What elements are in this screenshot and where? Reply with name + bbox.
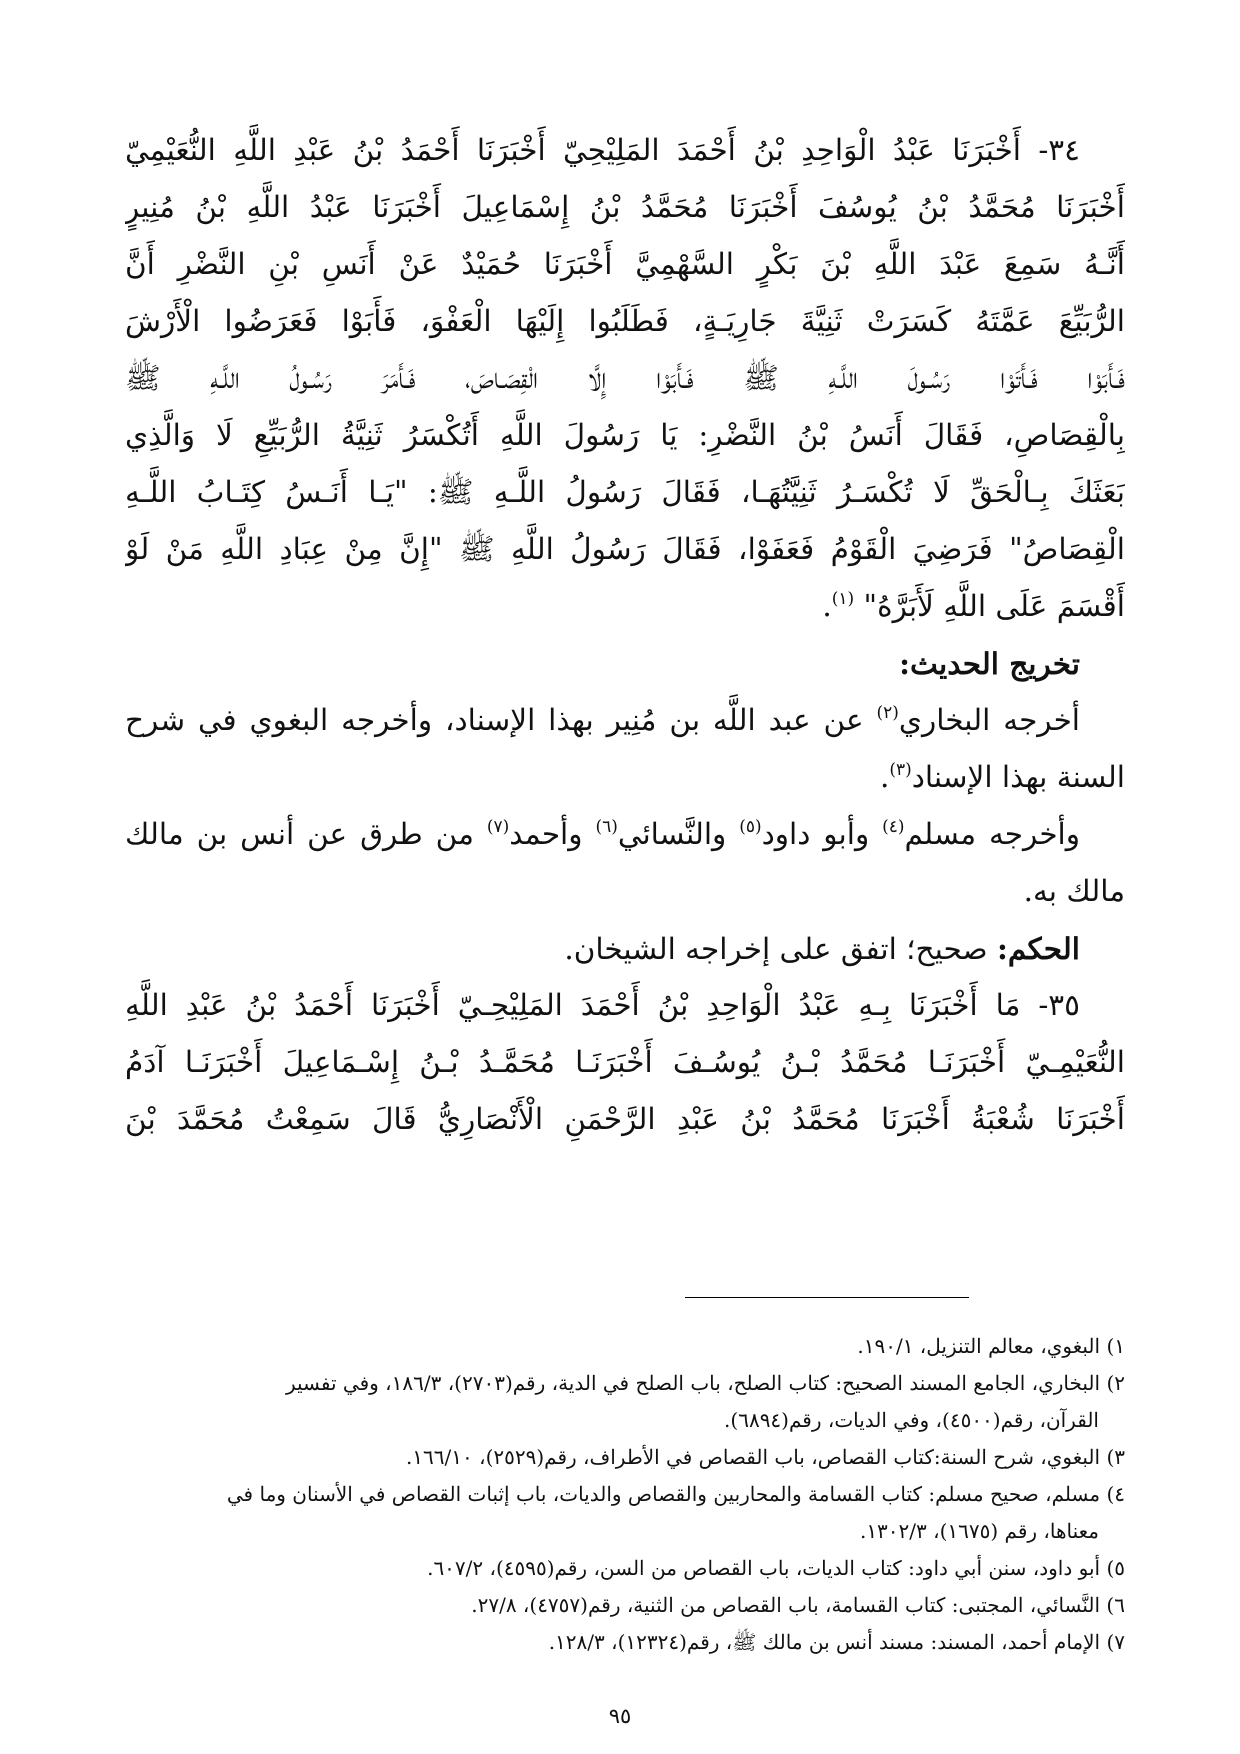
hadith-35-line-3: أَخْبَرَنَا شُعْبَةُ أَخْبَرَنَا مُحَمَّدُ بْنُ عَبْدِ الرَّحْمَنِ الْأَنْصَارِيُّ قَالَ سَمِعْتُ مُحَمَّدَ بْنَ [125, 1102, 1125, 1136]
takhrij-p1-b: عن عبد اللَّه بن مُنِير بهذا الإسناد، وأخرجه البغوي في شرح [125, 703, 877, 737]
takhrij-heading: تخريج الحديث: [899, 646, 1080, 681]
takhrij-para-2-line-2: مالك به. [1023, 874, 1125, 908]
footnote-2-continued: القرآن، رقم(٤٥٠٠)، وفي الديات، رقم(٦٨٩٤). [724, 1408, 1099, 1432]
takhrij-para-1-line-1 [125, 692, 1125, 749]
ruling-line [125, 920, 1125, 977]
footnote-ref-5: (٥) [739, 817, 762, 837]
hadith-34-line-3: أَنَّـهُ سَمِعَ عَبْدَ اللَّهِ بْنَ بَكْرٍ السَّهْمِيَّ أَخْبَرَنَا حُمَيْدٌ عَنْ أَنَسِ بْنِ النَّضْرِ أَنَّ [125, 247, 1125, 281]
footnote-7: ٧) الإمام أحمد، المسند: مسند أنس بن مالك ﷺ، رقم(١٢٣٢٤)، ١٢٨/٣. [548, 1630, 1125, 1654]
takhrij-para-2-line-1 [125, 806, 1125, 863]
takhrij-para-1-line-2 [125, 749, 1125, 806]
footnote-4: ٤) مسلم، صحيح مسلم: كتاب القسامة والمحاربين والقصاص والديات، باب إثبات القصاص في الأسنان وما في [226, 1482, 1125, 1506]
hadith-34-line-4: الرُّبَيِّعَ عَمَّتَهُ كَسَرَتْ ثَنِيَّةَ جَارِيَـةٍ، فَطَلَبُوا إِلَيْهَا الْعَفْوَ، فَأَبَوْا فَعَرَضُوا الْأَرْشَ [125, 304, 1125, 338]
footnote-separator [685, 1297, 969, 1298]
takhrij-p2-e: من طرق عن أنس بن مالك [125, 817, 487, 851]
hadith-34-line-1: ٣٤- أَخْبَرَنَا عَبْدُ الْوَاحِدِ بْنُ أَحْمَدَ المَلِيْحِيّ أَخْبَرَنَا أَحْمَدُ بْنُ عَبْدِ اللَّهِ النُّعَيْمِيّ [125, 133, 1080, 167]
page-number: ٩٥ [608, 1704, 632, 1728]
footnote-ref-1: (١) [831, 589, 855, 609]
footnote-ref-6: (٦) [595, 817, 618, 837]
footnote-ref-4: (٤) [882, 817, 905, 837]
footnote-ref-2: (٢) [876, 703, 899, 723]
footnote-ref-7: (٧) [486, 817, 510, 837]
footnote-1: ١) البغوي، معالم التنزيل، ١٩٠/١. [857, 1334, 1125, 1358]
main-text [125, 122, 1125, 1148]
hadith-35-line-2: النُّعَيْمِـيّ أَخْبَرَنَـا مُحَمَّدُ بْـنُ يُوسُـفَ أَخْبَرَنَـا مُحَمَّـدُ بْـنُ إِسْـمَاعِيلَ أَخْبَرَنَـا آدَمُ [125, 1045, 1125, 1079]
hadith-34-closing-text: أَقْسَمَ عَلَى اللَّهِ لَأَبَرَّهُ" [863, 589, 1125, 623]
footnote-3: ٣) البغوي، شرح السنة:كتاب القصاص، باب القصاص في الأطراف، رقم(٢٥٢٩)، ١٦٦/١٠. [405, 1445, 1125, 1469]
takhrij-p2-d: وأحمد [509, 817, 596, 851]
hadith-34-line-8: الْقِصَاصُ" فَرَضِيَ الْقَوْمُ فَعَفَوْا، فَقَالَ رَسُولُ اللَّهِ ﷺ "إِنَّ مِنْ عِبَادِ اللَّهِ مَنْ لَوْ [125, 532, 1125, 566]
footnotes [130, 1328, 1125, 1661]
ruling-label: الحكم: [996, 931, 1080, 966]
footnote-6: ٦) النَّسائي، المجتبى: كتاب القسامة، باب القصاص من الثنية، رقم(٤٧٥٧)، ٢٧/٨. [471, 1593, 1125, 1617]
hadith-34-line-9 [125, 578, 1125, 635]
footnote-5: ٥) أبو داود، سنن أبي داود: كتاب الديات، باب القصاص من السن، رقم(٤٥٩٥)، ٦٠٧/٢. [427, 1556, 1125, 1580]
hadith-35-line-1: ٣٥- مَا أَخْبَرَنَا بِـهِ عَبْدُ الْوَاحِدِ بْنُ أَحْمَدَ المَلِيْحِـيّ أَخْبَرَنَا أَحْمَدُ بْنُ عَبْدِ اللَّهِ [125, 988, 1080, 1022]
takhrij-p2-c: والنَّسائي [617, 817, 740, 851]
takhrij-p1-c: السنة بهذا الإسناد [911, 760, 1125, 794]
hadith-34-line-2: أَخْبَرَنَا مُحَمَّدُ بْنُ يُوسُفَ أَخْبَرَنَا مُحَمَّدُ بْنُ إِسْمَاعِيلَ أَخْبَرَنَا عَبْدُ اللَّهِ بْنُ مُنِيرٍ [125, 190, 1125, 224]
takhrij-p1-a: أخرجه البخاري [898, 703, 1081, 737]
hadith-34-line-7: بَعَثَكَ بِـالْحَقِّ لَا تُكْسَـرُ ثَنِيَّتُهَـا، فَقَالَ رَسُولُ اللَّـهِ ﷺ: "يَـا أَنَـسُ كِتَـابُ اللَّـهِ [125, 475, 1125, 509]
footnote-2: ٢) البخاري، الجامع المسند الصحيح: كتاب الصلح، باب الصلح في الدية، رقم(٢٧٠٣)، ١٨٦/٣، وفي تفسير [285, 1371, 1125, 1395]
hadith-34-line-6: بِالْقِصَاصِ، فَقَالَ أَنَسُ بْنُ النَّضْرِ: يَا رَسُولَ اللَّهِ أَتُكْسَرُ ثَنِيَّةُ الرُّبَيِّعِ لَا وَالَّذِي [125, 418, 1125, 452]
takhrij-p2-a: وأخرجه مسلم [904, 817, 1080, 851]
takhrij-p2-b: وأبو داود [761, 817, 883, 851]
hadith-34-line-5: فَـأَبَوْا فَـأَتَوْا رَسُـولَ اللَّـهِ ﷺ فَـأَبَوْا إِلَّا الْقِصَـاصَ، فَـأَمَرَ رَسُـولُ اللَّـهِ ﷺ [125, 361, 1125, 395]
hadith-34-period: . [822, 589, 832, 623]
takhrij-p1-d: . [879, 760, 890, 794]
footnote-4-continued: معناها، رقم (١٦٧٥)، ١٣٠٢/٣. [859, 1519, 1099, 1543]
footnote-ref-3: (٣) [889, 760, 912, 780]
ruling-text: صحيح؛ اتفق على إخراجه الشيخان. [564, 932, 997, 966]
